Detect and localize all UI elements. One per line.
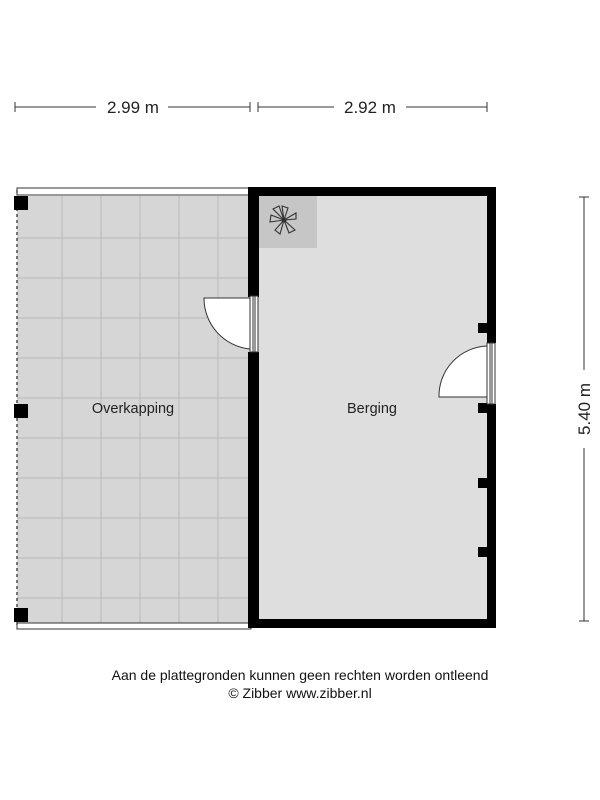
room-label-overkapping: Overkapping bbox=[91, 401, 175, 417]
post bbox=[14, 404, 28, 418]
room-label-berging: Berging bbox=[347, 401, 397, 417]
post bbox=[14, 196, 28, 210]
ventilation-niche bbox=[259, 196, 317, 248]
post bbox=[14, 608, 28, 622]
dimension-label-left: 2.99 m bbox=[107, 98, 159, 117]
dimension-label-right: 2.92 m bbox=[344, 98, 396, 117]
dimension-label-height: 5.40 m bbox=[575, 383, 594, 435]
footer-credit: © Zibber www.zibber.nl bbox=[228, 685, 372, 701]
footer-disclaimer: Aan de plattegronden kunnen geen rechten worden ontleend bbox=[111, 667, 489, 683]
